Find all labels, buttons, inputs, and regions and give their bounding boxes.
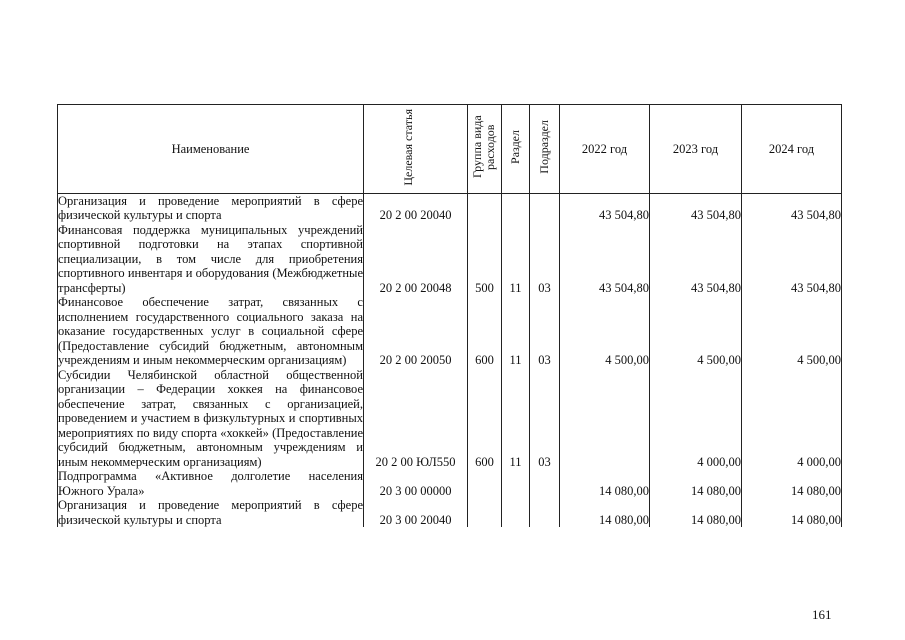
row-section — [502, 193, 530, 223]
row-2022 — [560, 368, 650, 470]
row-2023: 43 504,80 — [650, 223, 742, 296]
row-group: 600 — [468, 368, 502, 470]
header-code: Целевая статья — [364, 105, 468, 194]
header-2022: 2022 год — [560, 105, 650, 194]
row-2023: 43 504,80 — [650, 193, 742, 223]
table-row — [58, 295, 842, 368]
row-subsection: 03 — [530, 368, 560, 470]
row-section — [502, 498, 530, 527]
row-group: 500 — [468, 223, 502, 296]
row-code: 20 3 00 20040 — [364, 498, 468, 527]
row-section — [502, 469, 530, 498]
row-2022: 14 080,00 — [560, 469, 650, 498]
row-section: 11 — [502, 295, 530, 368]
row-2022: 4 500,00 — [560, 295, 650, 368]
header-2024: 2024 год — [742, 105, 842, 194]
row-name: Финансовая поддержка муниципальных учреждений спортивной подготовки на этапах спортивной специализации, в том числе для приобретения спортивного инвентаря и оборудования (Межбюджетные трансферты) — [58, 222, 363, 295]
row-subsection: 03 — [530, 295, 560, 368]
table-row — [58, 223, 842, 296]
row-section: 11 — [502, 368, 530, 470]
row-2022: 14 080,00 — [560, 498, 650, 527]
row-2024: 43 504,80 — [742, 193, 842, 223]
row-code: 20 2 00 20048 — [364, 223, 468, 296]
row-2022: 43 504,80 — [560, 223, 650, 296]
row-section: 11 — [502, 223, 530, 296]
row-2024: 14 080,00 — [742, 469, 842, 498]
row-2022: 43 504,80 — [560, 193, 650, 223]
row-code: 20 2 00 20040 — [364, 193, 468, 223]
row-subsection — [530, 498, 560, 527]
header-2023: 2023 год — [650, 105, 742, 194]
row-2024: 4 000,00 — [742, 368, 842, 470]
table-row — [58, 469, 842, 498]
row-name: Подпрограмма «Активное долголетие населения Южного Урала» — [58, 469, 363, 498]
row-code: 20 3 00 00000 — [364, 469, 468, 498]
row-2024: 4 500,00 — [742, 295, 842, 368]
header-group: Группа вида расходов — [468, 105, 502, 194]
table-row — [58, 193, 842, 223]
page-number: 161 — [812, 607, 832, 622]
table-row — [58, 368, 842, 470]
row-name: Организация и проведение мероприятий в сфере физической культуры и спорта — [58, 193, 363, 222]
row-name: Финансовое обеспечение затрат, связанных с исполнением государственного социального заказа на оказание государственных услуг в социальной сфере (Предоставление субсидий бюджетным, автономным учреждениям и иным некоммерческим организациям) — [58, 295, 363, 367]
row-name: Субсидии Челябинской областной общественной организации – Федерации хоккея на финансовое обеспечение затрат, связанных с организацией, проведением и участием в физкультурных и спортивных мероприятиях по виду спорта «хоккей» (Предоставление субсидий бюджетным, автономным учреждениям и иным некоммерческим организациям) — [58, 367, 363, 469]
row-subsection: 03 — [530, 223, 560, 296]
row-group — [468, 498, 502, 527]
row-2024: 14 080,00 — [742, 498, 842, 527]
row-2024: 43 504,80 — [742, 223, 842, 296]
row-group: 600 — [468, 295, 502, 368]
row-group — [468, 193, 502, 223]
row-name: Организация и проведение мероприятий в сфере физической культуры и спорта — [58, 498, 363, 527]
budget-table — [57, 104, 842, 527]
row-code: 20 2 00 ЮЛ550 — [364, 368, 468, 470]
header-subsection: Подраздел — [530, 105, 560, 194]
row-group — [468, 469, 502, 498]
header-row — [58, 105, 842, 194]
row-2023: 4 000,00 — [650, 368, 742, 470]
row-2023: 14 080,00 — [650, 498, 742, 527]
header-section: Раздел — [502, 105, 530, 194]
row-subsection — [530, 469, 560, 498]
row-2023: 4 500,00 — [650, 295, 742, 368]
header-name: Наименование — [58, 105, 364, 194]
table-row — [58, 498, 842, 527]
row-subsection — [530, 193, 560, 223]
row-code: 20 2 00 20050 — [364, 295, 468, 368]
row-2023: 14 080,00 — [650, 469, 742, 498]
